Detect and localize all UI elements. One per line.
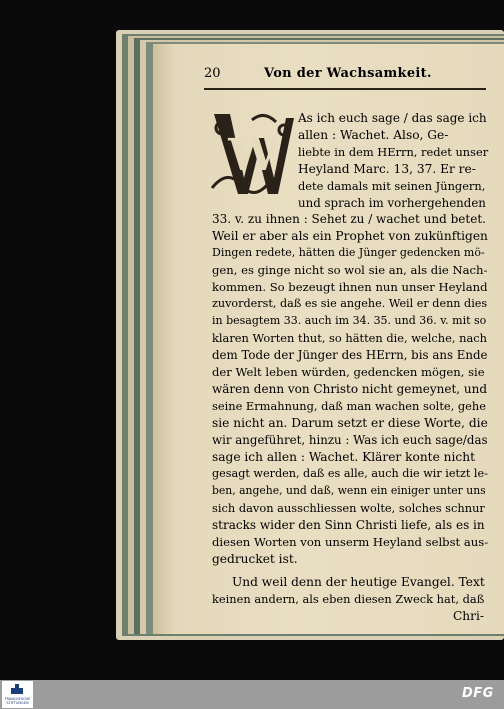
library-logo-icon <box>10 684 24 694</box>
text-line: gen, es ginge nicht so wol sie an, als die Nach- <box>212 263 488 277</box>
text-line: diesen Worten von unserm Heyland selbst aus- <box>212 535 489 549</box>
text-line: Und weil denn der heutige Evangel. Text <box>232 575 485 589</box>
page-number: 20 <box>204 66 221 81</box>
text-line: zuvorderst, daß es sie angehe. Weil er denn dies <box>212 297 488 310</box>
text-line: der Welt leben würden, gedencken mögen, sie <box>212 365 485 379</box>
library-logo-text: FRANCKESCHE STIFTUNGEN <box>4 697 31 705</box>
text-line: sage ich allen : Wachet. Klärer konte nicht <box>212 450 475 464</box>
text-line: Heyland Marc. 13, 37. Er re- <box>298 162 476 176</box>
ornamental-initial <box>208 108 298 200</box>
text-line: allen : Wachet. Also, Ge- <box>298 128 449 142</box>
text-line: gesagt werden, daß es alle, auch die wir ietzt le- <box>212 467 488 480</box>
text-line: wir angeführet, hinzu : Was ich euch sage/das <box>212 433 488 447</box>
drop-cap-letter: W <box>228 130 278 181</box>
text-line: Weil er aber als ein Prophet von zukünftigen <box>212 229 488 243</box>
text-line: dete damals mit seinen Jüngern, <box>298 179 486 193</box>
running-head <box>204 66 486 84</box>
catchword: Chri- <box>452 609 484 623</box>
viewer-footer-bar <box>0 680 504 709</box>
text-line: sich davon ausschliessen wolte, solches schnur <box>212 501 485 515</box>
dfg-logo[interactable]: DFG <box>462 686 494 701</box>
text-line: 33. v. zu ihnen : Sehet zu / wachet und betet. <box>212 212 486 226</box>
text-line: klaren Worten thut, so hätten die, welche, nach <box>212 331 487 345</box>
text-line: stracks wider den Sinn Christi liefe, als es in <box>212 518 485 532</box>
text-line: kommen. So bezeugt ihnen nun unser Heyland <box>212 280 488 294</box>
text-line: seine Ermahnung, daß man wachen solte, gehe <box>212 399 486 413</box>
text-line: keinen andern, als eben diesen Zweck hat, daß <box>212 592 485 606</box>
running-head-title: Von der Wachsamkeit. <box>264 66 432 81</box>
text-line: in besagtem 33. auch im 34. 35. und 36. v. mit so <box>212 314 487 327</box>
text-line: Dingen redete, hätten die Jünger gedencken mö- <box>212 246 485 259</box>
text-line: gedrucket ist. <box>212 552 298 566</box>
head-rule <box>204 88 486 90</box>
text-line: wären denn von Christo nicht gemeynet, und <box>212 382 488 396</box>
text-line: sie nicht an. Darum setzt er diese Worte, die <box>212 416 488 430</box>
text-line: und sprach im vorhergehenden <box>298 196 486 210</box>
text-line: liebte in dem HErrn, redet unser <box>298 145 489 159</box>
text-line: dem Tode der Jünger des HErrn, bis ans Ende <box>212 348 488 362</box>
text-line: As ich euch sage / das sage ich <box>298 111 487 125</box>
text-line: ben, angehe, und daß, wenn ein einiger unter uns <box>212 484 486 497</box>
